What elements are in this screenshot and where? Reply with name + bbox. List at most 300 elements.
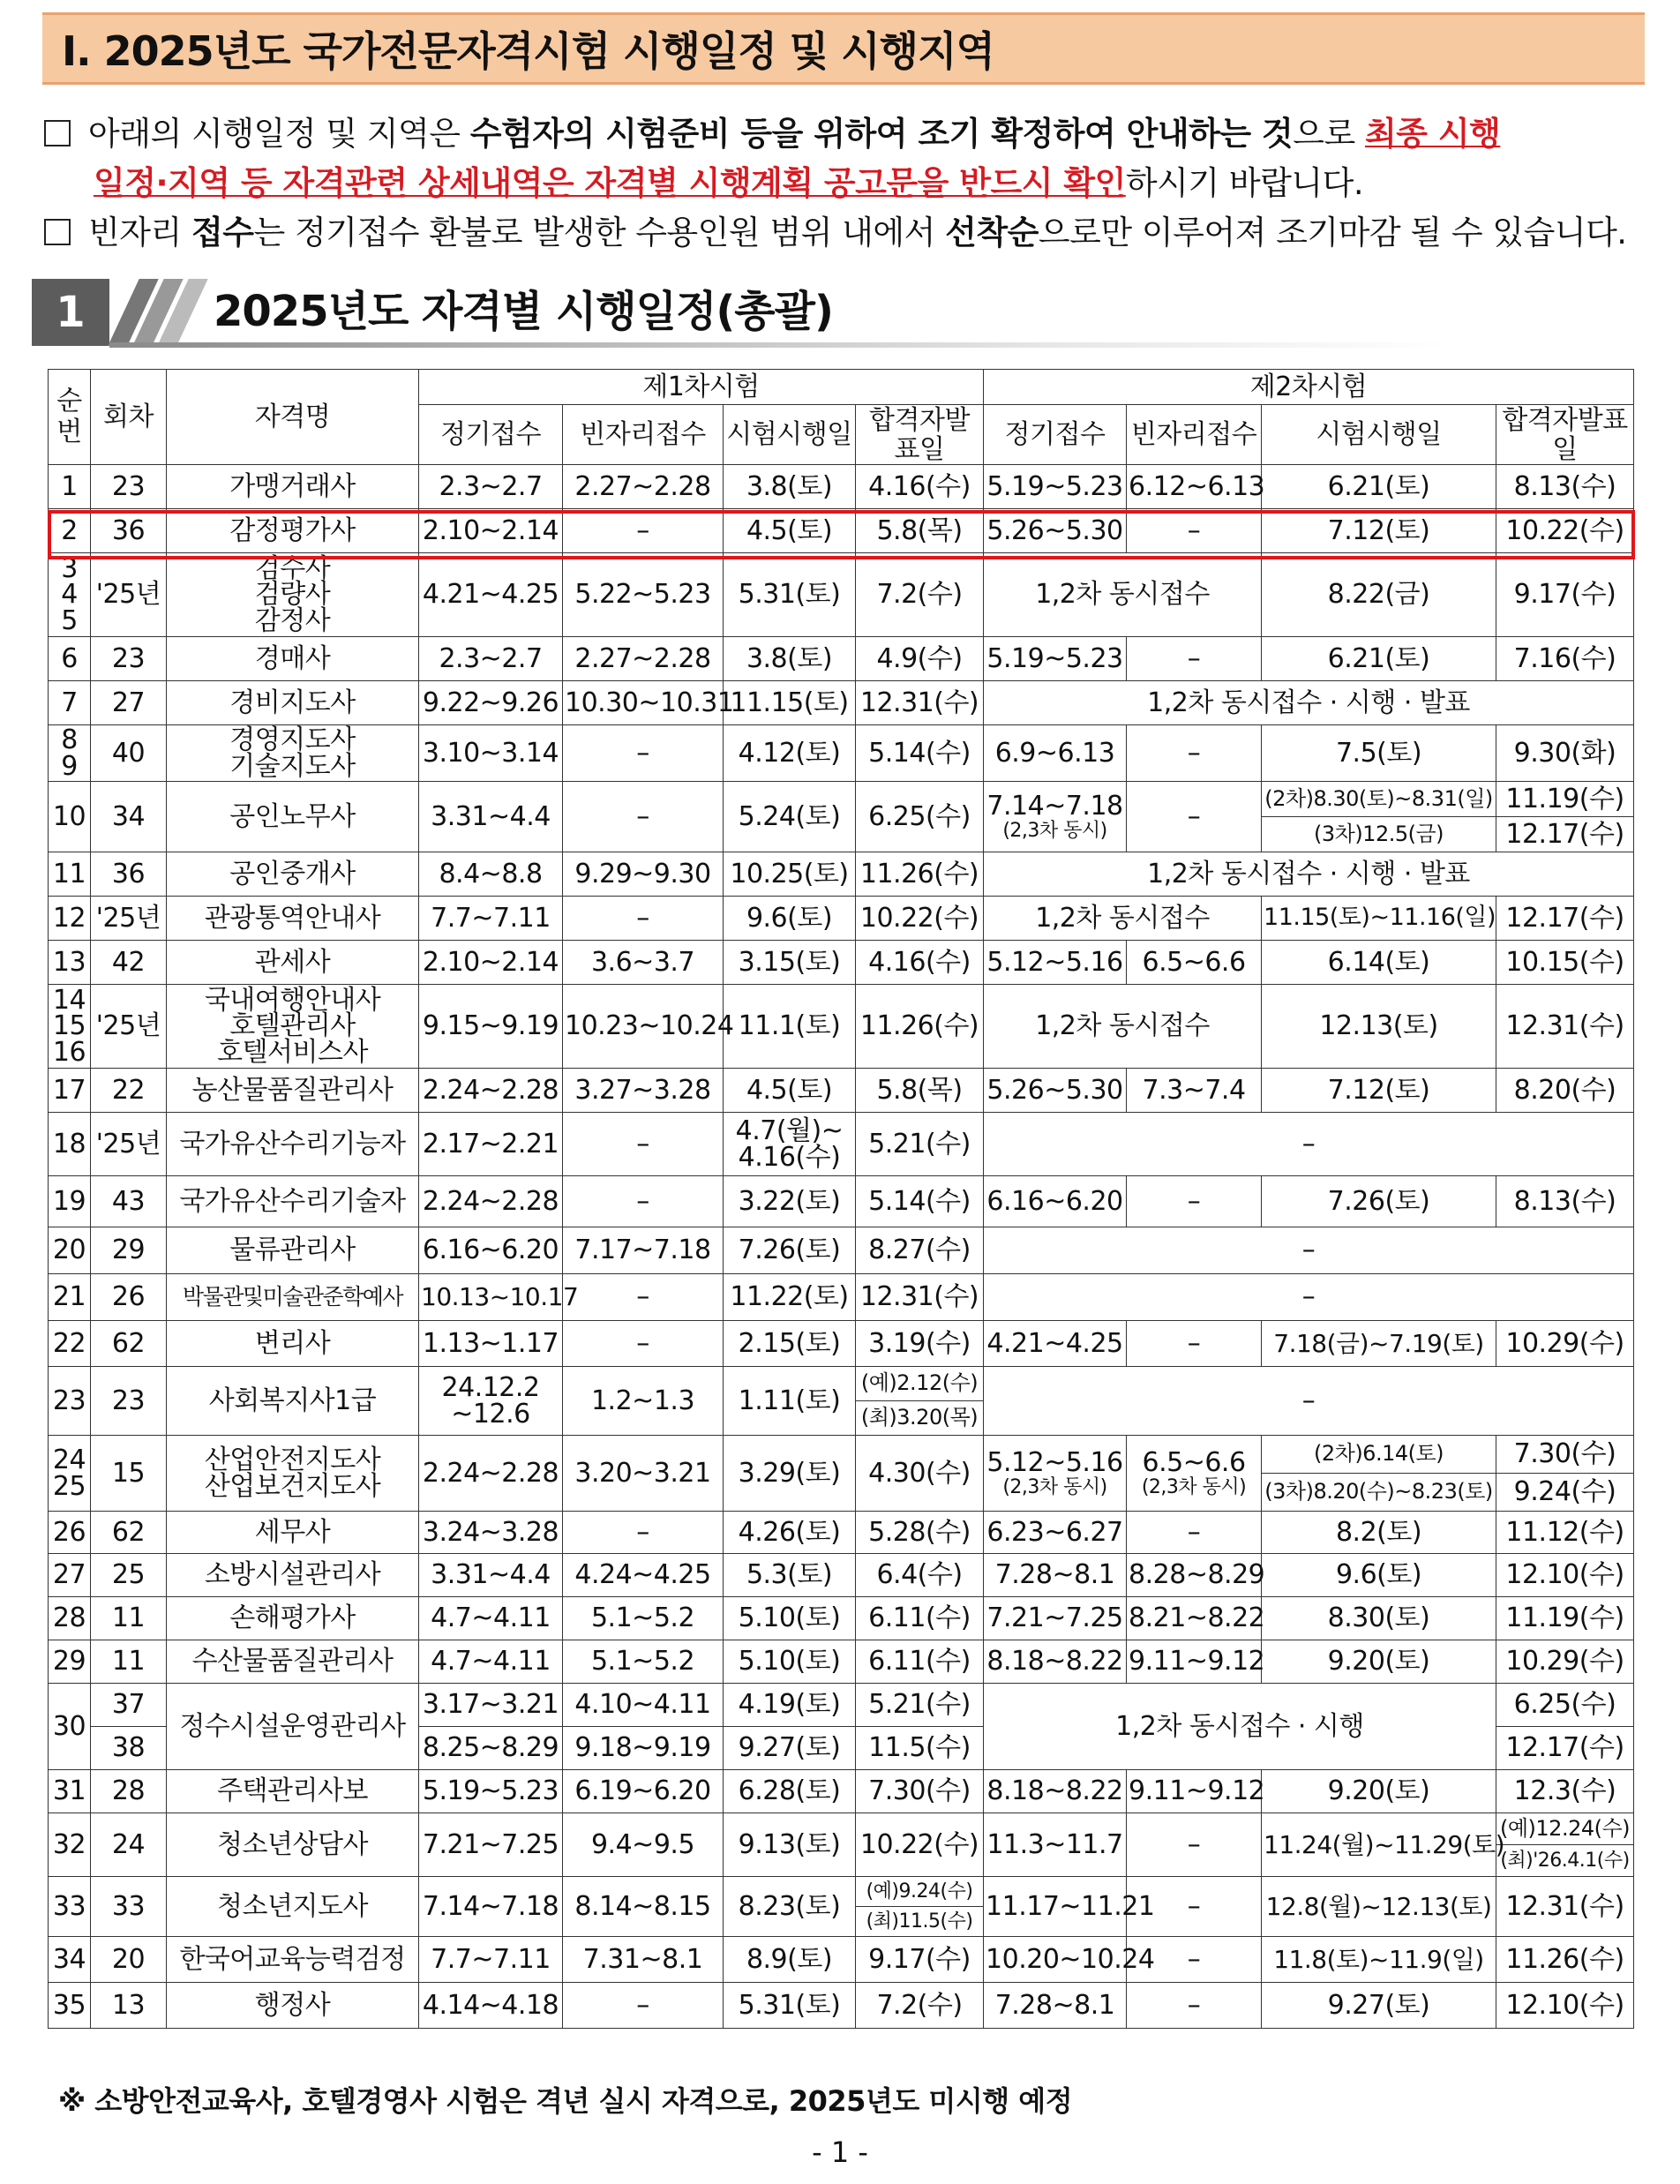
cell: 7.3~7.4	[1127, 1069, 1262, 1113]
chapter-title: Ⅰ. 2025년도 국가전문자격시험 시행일정 및 시행지역	[62, 27, 994, 75]
header-vacancy: 빈자리접수	[1127, 405, 1262, 465]
cell: 11	[49, 852, 91, 897]
cell: 7.18(금)~7.19(토)	[1262, 1321, 1496, 1367]
header-seq: 순번	[49, 370, 91, 465]
cell: 14 15 16	[49, 985, 91, 1069]
cell: 9.29~9.30	[563, 852, 724, 897]
cell: 9.22~9.26	[419, 681, 563, 725]
cell: –	[984, 1367, 1634, 1436]
cell: 11.5(수)	[856, 1727, 984, 1770]
notice-1-red2: 일정·지역 등 자격관련 상세내역은 자격별 시행계획 공고문을 반드시 확인	[94, 164, 1126, 202]
cell: 11	[91, 1597, 167, 1640]
cell: –	[1127, 1512, 1262, 1554]
cell: 3.17~3.21	[419, 1684, 563, 1727]
cell: 11.3~11.7	[984, 1813, 1127, 1877]
cell: –	[1127, 1937, 1262, 1983]
cell: 2.15(토)	[724, 1321, 856, 1367]
cell: 11.19(수)	[1496, 1597, 1634, 1640]
table-row	[49, 1983, 1634, 2029]
cell: 1,2차 동시접수	[984, 553, 1262, 637]
cell: 9.17(수)	[1496, 553, 1634, 637]
cell-line-small: (2,3차 동시)	[1002, 819, 1107, 842]
cell: 가맹거래사	[167, 465, 419, 509]
cell: 9.30(화)	[1496, 725, 1634, 782]
cell: 박물관및미술관준학예사	[167, 1274, 419, 1321]
cell: 4.21~4.25	[419, 553, 563, 637]
cell: 1,2차 동시접수	[984, 985, 1262, 1069]
cell: (예)9.24(수)	[856, 1877, 984, 1907]
schedule-table	[48, 369, 1634, 2029]
cell: 12.8(월)~12.13(토)	[1262, 1877, 1496, 1937]
cell: 공인중개사	[167, 852, 419, 897]
cell: –	[1127, 782, 1262, 852]
cell: 12.31(수)	[856, 1274, 984, 1321]
cell: 물류관리사	[167, 1227, 419, 1274]
section-heading	[32, 274, 1444, 348]
table-row	[49, 1937, 1634, 1983]
cell-line: 6.5~6.6	[1142, 1447, 1246, 1479]
cell: 29	[49, 1640, 91, 1684]
cell: 5.1~5.2	[563, 1597, 724, 1640]
cell: –	[1127, 509, 1262, 553]
table-row	[49, 1436, 1634, 1474]
table-row	[49, 681, 1634, 725]
cell: 28	[91, 1770, 167, 1813]
table-row	[49, 1640, 1634, 1684]
cell: 5.19~5.23	[984, 465, 1127, 509]
notice-1-red: 최종 시행	[1364, 115, 1501, 153]
cell: 10.23~10.24	[563, 985, 724, 1069]
cell: 5.26~5.30	[984, 509, 1127, 553]
cell: 35	[49, 1983, 91, 2029]
header-regular: 정기접수	[419, 405, 563, 465]
cell: 7.21~7.25	[419, 1813, 563, 1877]
cell: 23	[91, 1367, 167, 1436]
notice-1-text: 아래의 시행일정 및 지역은	[88, 115, 470, 153]
cell: –	[1127, 725, 1262, 782]
cell: 10.15(수)	[1496, 941, 1634, 985]
cell: 검수사 검량사 감정사	[167, 553, 419, 637]
cell: 7.26(토)	[724, 1227, 856, 1274]
cell: 5.19~5.23	[984, 637, 1127, 681]
cell: 38	[91, 1727, 167, 1770]
cell: 1	[49, 465, 91, 509]
table-row	[49, 1770, 1634, 1813]
cell: 1,2차 동시접수 · 시행 · 발표	[984, 681, 1634, 725]
cell: 9.20(토)	[1262, 1770, 1496, 1813]
cell: 36	[91, 852, 167, 897]
cell: (최)3.20(목)	[856, 1401, 984, 1436]
cell: 3.24~3.28	[419, 1512, 563, 1554]
cell: 11	[91, 1640, 167, 1684]
table-row	[49, 1877, 1634, 1907]
section-underline	[109, 342, 1451, 348]
cell: 8.14~8.15	[563, 1877, 724, 1937]
cell: 3.22(토)	[724, 1176, 856, 1227]
cell: 8.21~8.22	[1127, 1597, 1262, 1640]
cell: 감정평가사	[167, 509, 419, 553]
cell: 12.31(수)	[856, 681, 984, 725]
page-number: - 1 -	[812, 2135, 868, 2169]
cell: 6.5~6.6	[1127, 941, 1262, 985]
cell: 3.19(수)	[856, 1321, 984, 1367]
cell: 3.20~3.21	[563, 1436, 724, 1512]
cell: 3.27~3.28	[563, 1069, 724, 1113]
cell: 3 4 5	[49, 553, 91, 637]
chapter-banner	[42, 12, 1645, 85]
cell: 5.21(수)	[856, 1113, 984, 1176]
cell: 한국어교육능력검정	[167, 1937, 419, 1983]
cell: 2.3~2.7	[419, 465, 563, 509]
cell: 12.13(토)	[1262, 985, 1496, 1069]
header-regular: 정기접수	[984, 405, 1127, 465]
cell: 9.6(토)	[1262, 1554, 1496, 1597]
table-row	[49, 1113, 1634, 1176]
cell: 23	[91, 465, 167, 509]
cell: 경비지도사	[167, 681, 419, 725]
cell: 3.31~4.4	[419, 1554, 563, 1597]
cell: 12.31(수)	[1496, 985, 1634, 1069]
cell: '25년	[91, 897, 167, 941]
cell: 34	[49, 1937, 91, 1983]
cell: 20	[49, 1227, 91, 1274]
cell: 6.19~6.20	[563, 1770, 724, 1813]
table-row	[49, 1367, 1634, 1401]
cell: 11.26(수)	[1496, 1937, 1634, 1983]
cell: –	[1127, 1983, 1262, 2029]
cell: 12.17(수)	[1496, 1727, 1634, 1770]
cell: 7.2(수)	[856, 553, 984, 637]
notice-1	[44, 109, 1650, 159]
cell: 7.17~7.18	[563, 1227, 724, 1274]
cell: 8.9(토)	[724, 1937, 856, 1983]
cell: –	[1127, 1321, 1262, 1367]
cell: 6.11(수)	[856, 1597, 984, 1640]
cell: 4.7(월)~ 4.16(수)	[724, 1113, 856, 1176]
cell: 2.10~2.14	[419, 941, 563, 985]
cell: 수산물품질관리사	[167, 1640, 419, 1684]
notice-2-end: 으로만 이루어져 조기마감 될 수 있습니다.	[1038, 214, 1627, 251]
cell: 21	[49, 1274, 91, 1321]
cell: (예)12.24(수)	[1496, 1813, 1634, 1845]
cell: 9.27(토)	[1262, 1983, 1496, 2029]
footnote: ※ 소방안전교육사, 호텔경영사 시험은 격년 실시 자격으로, 2025년도 미시행 예정	[58, 2084, 1073, 2118]
cell: 5.31(토)	[724, 553, 856, 637]
cell: 관세사	[167, 941, 419, 985]
table-row	[49, 1069, 1634, 1113]
cell: 22	[91, 1069, 167, 1113]
cell: 37	[91, 1684, 167, 1727]
cell: 12.10(수)	[1496, 1554, 1634, 1597]
cell: –	[563, 1274, 724, 1321]
cell: 4.16(수)	[856, 465, 984, 509]
cell: 5.22~5.23	[563, 553, 724, 637]
cell: 국가유산수리기능자	[167, 1113, 419, 1176]
cell: 6.25(수)	[1496, 1684, 1634, 1727]
notice-1-bold: 수험자의 시험준비 등을 위하여 조기 확정하여 안내하는 것	[469, 115, 1294, 153]
cell: 1,2차 동시접수	[984, 897, 1262, 941]
cell: 34	[91, 782, 167, 852]
cell: 10.29(수)	[1496, 1640, 1634, 1684]
table-row	[49, 1813, 1634, 1845]
cell: 4.14~4.18	[419, 1983, 563, 2029]
cell: –	[984, 1113, 1634, 1176]
cell: 4.5(토)	[724, 509, 856, 553]
cell: 12.17(수)	[1496, 897, 1634, 941]
checkbox-square-icon	[44, 120, 71, 146]
cell-line-small: (2,3차 동시)	[1141, 1475, 1247, 1498]
cell: 3.29(토)	[724, 1436, 856, 1512]
cell: 19	[49, 1176, 91, 1227]
cell: 22	[49, 1321, 91, 1367]
cell: 7.31~8.1	[563, 1937, 724, 1983]
cell: 1.13~1.17	[419, 1321, 563, 1367]
schedule-table-wrap	[48, 369, 1634, 2029]
table-row	[49, 852, 1634, 897]
cell: 10.25(토)	[724, 852, 856, 897]
notice-2-text: 빈자리	[88, 214, 191, 251]
cell: (최)'26.4.1(수)	[1496, 1845, 1634, 1877]
cell: 3.8(토)	[724, 465, 856, 509]
cell: 13	[91, 1983, 167, 2029]
cell: 5.3(토)	[724, 1554, 856, 1597]
cell: 정수시설운영관리사	[167, 1684, 419, 1770]
cell: 28	[49, 1597, 91, 1640]
cell: '25년	[91, 553, 167, 637]
cell: –	[563, 1321, 724, 1367]
cell: 변리사	[167, 1321, 419, 1367]
cell: 2.27~2.28	[563, 465, 724, 509]
cell: 6.14(토)	[1262, 941, 1496, 985]
cell: 8.18~8.22	[984, 1770, 1127, 1813]
cell: 5.26~5.30	[984, 1069, 1127, 1113]
cell: 5.14(수)	[856, 1176, 984, 1227]
cell: 1.11(토)	[724, 1367, 856, 1436]
cell: 7.28~8.1	[984, 1554, 1127, 1597]
cell: 12	[49, 897, 91, 941]
cell: 9.24(수)	[1496, 1474, 1634, 1512]
notice-1-end: 하시기 바랍니다.	[1125, 164, 1364, 202]
cell: 9.27(토)	[724, 1727, 856, 1770]
cell: 7.30(수)	[856, 1770, 984, 1813]
cell: 국내여행안내사 호텔관리사 호텔서비스사	[167, 985, 419, 1069]
cell: 10.29(수)	[1496, 1321, 1634, 1367]
cell: 26	[91, 1274, 167, 1321]
notice-1-cont	[44, 159, 1650, 208]
cell: 24	[91, 1813, 167, 1877]
cell: 9.15~9.19	[419, 985, 563, 1069]
cell: 5.8(목)	[856, 509, 984, 553]
cell: (2차)6.14(토)	[1262, 1436, 1496, 1474]
cell: 8.22(금)	[1262, 553, 1496, 637]
cell: –	[1127, 1877, 1262, 1937]
cell: 6.16~6.20	[984, 1176, 1127, 1227]
cell: –	[563, 1113, 724, 1176]
cell: 62	[91, 1321, 167, 1367]
cell: (3차)12.5(금)	[1262, 817, 1496, 852]
notice-2-bold2: 선착순	[945, 214, 1039, 251]
header-name: 자격명	[167, 370, 419, 465]
cell: –	[563, 509, 724, 553]
cell-line: 7.14~7.18	[986, 791, 1123, 822]
cell: 10.22(수)	[856, 897, 984, 941]
checkbox-square-icon	[44, 219, 71, 245]
cell: –	[563, 782, 724, 852]
cell: 4.26(토)	[724, 1512, 856, 1554]
cell: 8.30(토)	[1262, 1597, 1496, 1640]
cell: 11.19(수)	[1496, 782, 1634, 817]
cell: 26	[49, 1512, 91, 1554]
cell: 12.31(수)	[1496, 1877, 1634, 1937]
header-result-date: 합격자발표일	[856, 405, 984, 465]
header-second-exam: 제2차시험	[984, 370, 1634, 405]
cell: 4.12(토)	[724, 725, 856, 782]
cell: 2.27~2.28	[563, 637, 724, 681]
cell: 2.24~2.28	[419, 1069, 563, 1113]
cell: 8.2(토)	[1262, 1512, 1496, 1554]
cell: (최)11.5(수)	[856, 1907, 984, 1937]
cell: 12.17(수)	[1496, 817, 1634, 852]
cell: 4.16(수)	[856, 941, 984, 985]
cell: 경영지도사 기술지도사	[167, 725, 419, 782]
cell: 15	[91, 1436, 167, 1512]
cell: 공인노무사	[167, 782, 419, 852]
header-exam-date: 시험시행일	[724, 405, 856, 465]
cell-line-small: (2,3차 동시)	[1002, 1475, 1107, 1498]
header-exam-date: 시험시행일	[1262, 405, 1496, 465]
cell: 7.12(토)	[1262, 509, 1496, 553]
cell: 31	[49, 1770, 91, 1813]
cell: 7.16(수)	[1496, 637, 1634, 681]
cell: 8.28~8.29	[1127, 1554, 1262, 1597]
cell: 6.21(토)	[1262, 465, 1496, 509]
cell: 9.17(수)	[856, 1937, 984, 1983]
cell: 42	[91, 941, 167, 985]
cell: 11.26(수)	[856, 985, 984, 1069]
cell: 6.23~6.27	[984, 1512, 1127, 1554]
table-row	[49, 553, 1634, 637]
cell: 6.21(토)	[1262, 637, 1496, 681]
table-row	[49, 637, 1634, 681]
cell: 7.7~7.11	[419, 1937, 563, 1983]
cell: –	[563, 1512, 724, 1554]
cell: 11.15(토)	[724, 681, 856, 725]
cell: 25	[91, 1554, 167, 1597]
cell: 10.22(수)	[856, 1813, 984, 1877]
cell: (예)2.12(수)	[856, 1367, 984, 1401]
cell: 5.21(수)	[856, 1684, 984, 1727]
cell: 43	[91, 1176, 167, 1227]
cell: 7	[49, 681, 91, 725]
cell: 10.13~10.17	[419, 1274, 563, 1321]
cell: 12.3(수)	[1496, 1770, 1634, 1813]
cell: 24.12.2 ~12.6	[419, 1367, 563, 1436]
cell: 8.13(수)	[1496, 1176, 1634, 1227]
cell: 40	[91, 725, 167, 782]
table-row	[49, 725, 1634, 782]
cell: 10.20~10.24	[984, 1937, 1127, 1983]
cell: 11.8(토)~11.9(일)	[1262, 1937, 1496, 1983]
cell: 6.9~6.13	[984, 725, 1127, 782]
cell: 7.5(토)	[1262, 725, 1496, 782]
cell: –	[563, 1176, 724, 1227]
cell: 4.21~4.25	[984, 1321, 1127, 1367]
cell: 8.25~8.29	[419, 1727, 563, 1770]
cell: –	[563, 1983, 724, 2029]
cell: 7.28~8.1	[984, 1983, 1127, 2029]
table-row	[49, 985, 1634, 1069]
table-row	[49, 1597, 1634, 1640]
cell: 4.30(수)	[856, 1436, 984, 1512]
cell: 1.2~1.3	[563, 1367, 724, 1436]
cell: 4.9(수)	[856, 637, 984, 681]
cell: 24 25	[49, 1436, 91, 1512]
cell: 2.24~2.28	[419, 1176, 563, 1227]
cell-line: 5.12~5.16	[986, 1447, 1123, 1479]
header-result-date: 합격자발표일	[1496, 405, 1634, 465]
cell: 9.11~9.12	[1127, 1640, 1262, 1684]
table-row	[49, 509, 1634, 553]
section-title: 2025년도 자격별 시행일정(총괄)	[214, 287, 833, 336]
cell: 6.25(수)	[856, 782, 984, 852]
cell: 9.4~9.5	[563, 1813, 724, 1877]
notice-2	[44, 208, 1650, 258]
cell: 주택관리사보	[167, 1770, 419, 1813]
header-round: 회차	[91, 370, 167, 465]
cell: '25년	[91, 985, 167, 1069]
cell: 6.4(수)	[856, 1554, 984, 1597]
cell: 국가유산수리기술자	[167, 1176, 419, 1227]
section-number: 1	[32, 279, 109, 346]
cell: 6.12~6.13	[1127, 465, 1262, 509]
cell: 32	[49, 1813, 91, 1877]
table-row	[49, 782, 1634, 817]
cell: 8.20(수)	[1496, 1069, 1634, 1113]
cell: 17	[49, 1069, 91, 1113]
cell: 6	[49, 637, 91, 681]
cell: 7.21~7.25	[984, 1597, 1127, 1640]
table-row	[49, 1176, 1634, 1227]
cell: –	[984, 1227, 1634, 1274]
cell: 8.27(수)	[856, 1227, 984, 1274]
cell: 11.1(토)	[724, 985, 856, 1069]
cell: 13	[49, 941, 91, 985]
cell	[984, 1436, 1127, 1512]
cell: 5.28(수)	[856, 1512, 984, 1554]
cell: 27	[91, 681, 167, 725]
header-first-exam: 제1차시험	[419, 370, 984, 405]
cell: 사회복지사1급	[167, 1367, 419, 1436]
cell: 9.20(토)	[1262, 1640, 1496, 1684]
cell: 7.2(수)	[856, 1983, 984, 2029]
cell: 7.14~7.18	[419, 1877, 563, 1937]
cell: 5.10(토)	[724, 1597, 856, 1640]
cell: 5.10(토)	[724, 1640, 856, 1684]
cell: 10	[49, 782, 91, 852]
notice-2-bold: 접수	[191, 214, 254, 251]
cell: 33	[49, 1877, 91, 1937]
cell: 9.11~9.12	[1127, 1770, 1262, 1813]
cell: 8.23(토)	[724, 1877, 856, 1937]
cell: (2차)8.30(토)~8.31(일)	[1262, 782, 1496, 817]
cell: 7.7~7.11	[419, 897, 563, 941]
notice-2-text2: 는 정기접수 환불로 발생한 수용인원 범위 내에서	[253, 214, 946, 251]
cell: 9.18~9.19	[563, 1727, 724, 1770]
cell: 5.31(토)	[724, 1983, 856, 2029]
cell: 8.13(수)	[1496, 465, 1634, 509]
cell: –	[1127, 1813, 1262, 1877]
cell: 3.8(토)	[724, 637, 856, 681]
